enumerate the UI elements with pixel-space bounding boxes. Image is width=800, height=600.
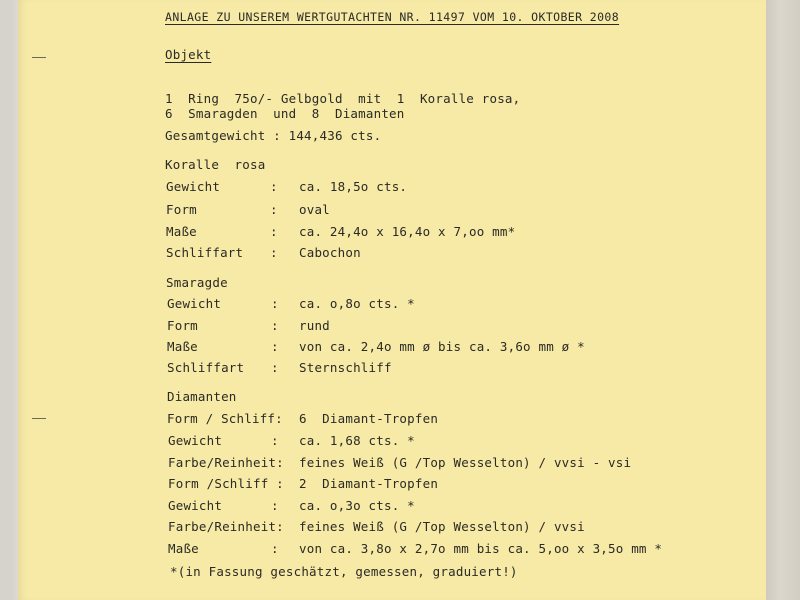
koralle-sep-weight: : <box>270 179 278 194</box>
punch-mark-top <box>32 57 46 58</box>
diamanten-label-form-2: Form /Schliff : <box>168 476 284 491</box>
diamanten-label-weight-1: Gewicht <box>168 433 223 448</box>
diamanten-heading: Diamanten <box>167 389 237 404</box>
smaragde-heading: Smaragde <box>166 275 228 290</box>
smaragde-value-weight: ca. o,8o cts. * <box>299 296 415 311</box>
koralle-value-cut: Cabochon <box>299 245 361 260</box>
smaragde-sep-cut: : <box>271 360 279 375</box>
koralle-value-weight: ca. 18,5o cts. <box>299 179 408 194</box>
smaragde-label-form: Form <box>167 318 198 333</box>
diamanten-label-color-1: Farbe/Reinheit: <box>168 455 284 470</box>
smaragde-label-weight: Gewicht <box>167 296 222 311</box>
diamanten-label-form-1: Form / Schliff: <box>167 411 283 426</box>
diamanten-value-form-1: 6 Diamant-Tropfen <box>299 411 439 426</box>
koralle-value-dimensions: ca. 24,4o x 16,4o x 7,oo mm* <box>299 224 516 239</box>
koralle-label-cut: Schliffart <box>166 245 244 260</box>
description-line-2: 6 Smaragden und 8 Diamanten <box>165 106 405 121</box>
diamanten-label-color-2: Farbe/Reinheit: <box>168 519 284 534</box>
diamanten-sep-dimensions: : <box>271 541 279 556</box>
koralle-label-weight: Gewicht <box>166 179 221 194</box>
page-edge <box>766 0 800 600</box>
diamanten-value-color-1: feines Weiß (G /Top Wesselton) / vvsi - vsi <box>299 455 632 470</box>
smaragde-sep-form: : <box>271 318 279 333</box>
koralle-sep-form: : <box>270 202 278 217</box>
footnote: *(in Fassung geschätzt, gemessen, graduiert!) <box>170 564 518 579</box>
koralle-value-form: oval <box>299 202 330 217</box>
diamanten-value-weight-1: ca. 1,68 cts. * <box>299 433 415 448</box>
smaragde-value-form: rund <box>299 318 330 333</box>
smaragde-sep-weight: : <box>271 296 279 311</box>
smaragde-value-dimensions: von ca. 2,4o mm ø bis ca. 3,6o mm ø * <box>299 339 585 354</box>
diamanten-value-color-2: feines Weiß (G /Top Wesselton) / vvsi <box>299 519 585 534</box>
smaragde-value-cut: Sternschliff <box>299 360 392 375</box>
smaragde-sep-dimensions: : <box>271 339 279 354</box>
koralle-label-dimensions: Maße <box>166 224 197 239</box>
diamanten-sep-weight-2: : <box>271 498 279 513</box>
koralle-heading: Koralle rosa <box>165 157 266 172</box>
koralle-sep-dimensions: : <box>270 224 278 239</box>
smaragde-label-cut: Schliffart <box>167 360 245 375</box>
objekt-heading: Objekt <box>165 47 212 62</box>
diamanten-value-dimensions: von ca. 3,8o x 2,7o mm bis ca. 5,oo x 3,5o mm * <box>299 541 663 556</box>
total-weight: Gesamtgewicht : 144,436 cts. <box>165 128 382 143</box>
koralle-sep-cut: : <box>270 245 278 260</box>
description-line-1: 1 Ring 75o/- Gelbgold mit 1 Koralle rosa, <box>165 91 521 106</box>
diamanten-value-form-2: 2 Diamant-Tropfen <box>299 476 439 491</box>
koralle-label-form: Form <box>166 202 197 217</box>
diamanten-label-dimensions: Maße <box>168 541 199 556</box>
diamanten-sep-weight-1: : <box>271 433 279 448</box>
punch-mark-middle <box>32 418 46 419</box>
document-header: ANLAGE ZU UNSEREM WERTGUTACHTEN NR. 11497 VOM 10. OKTOBER 2008 <box>165 10 620 24</box>
smaragde-label-dimensions: Maße <box>167 339 198 354</box>
diamanten-label-weight-2: Gewicht <box>168 498 223 513</box>
diamanten-value-weight-2: ca. o,3o cts. * <box>299 498 415 513</box>
